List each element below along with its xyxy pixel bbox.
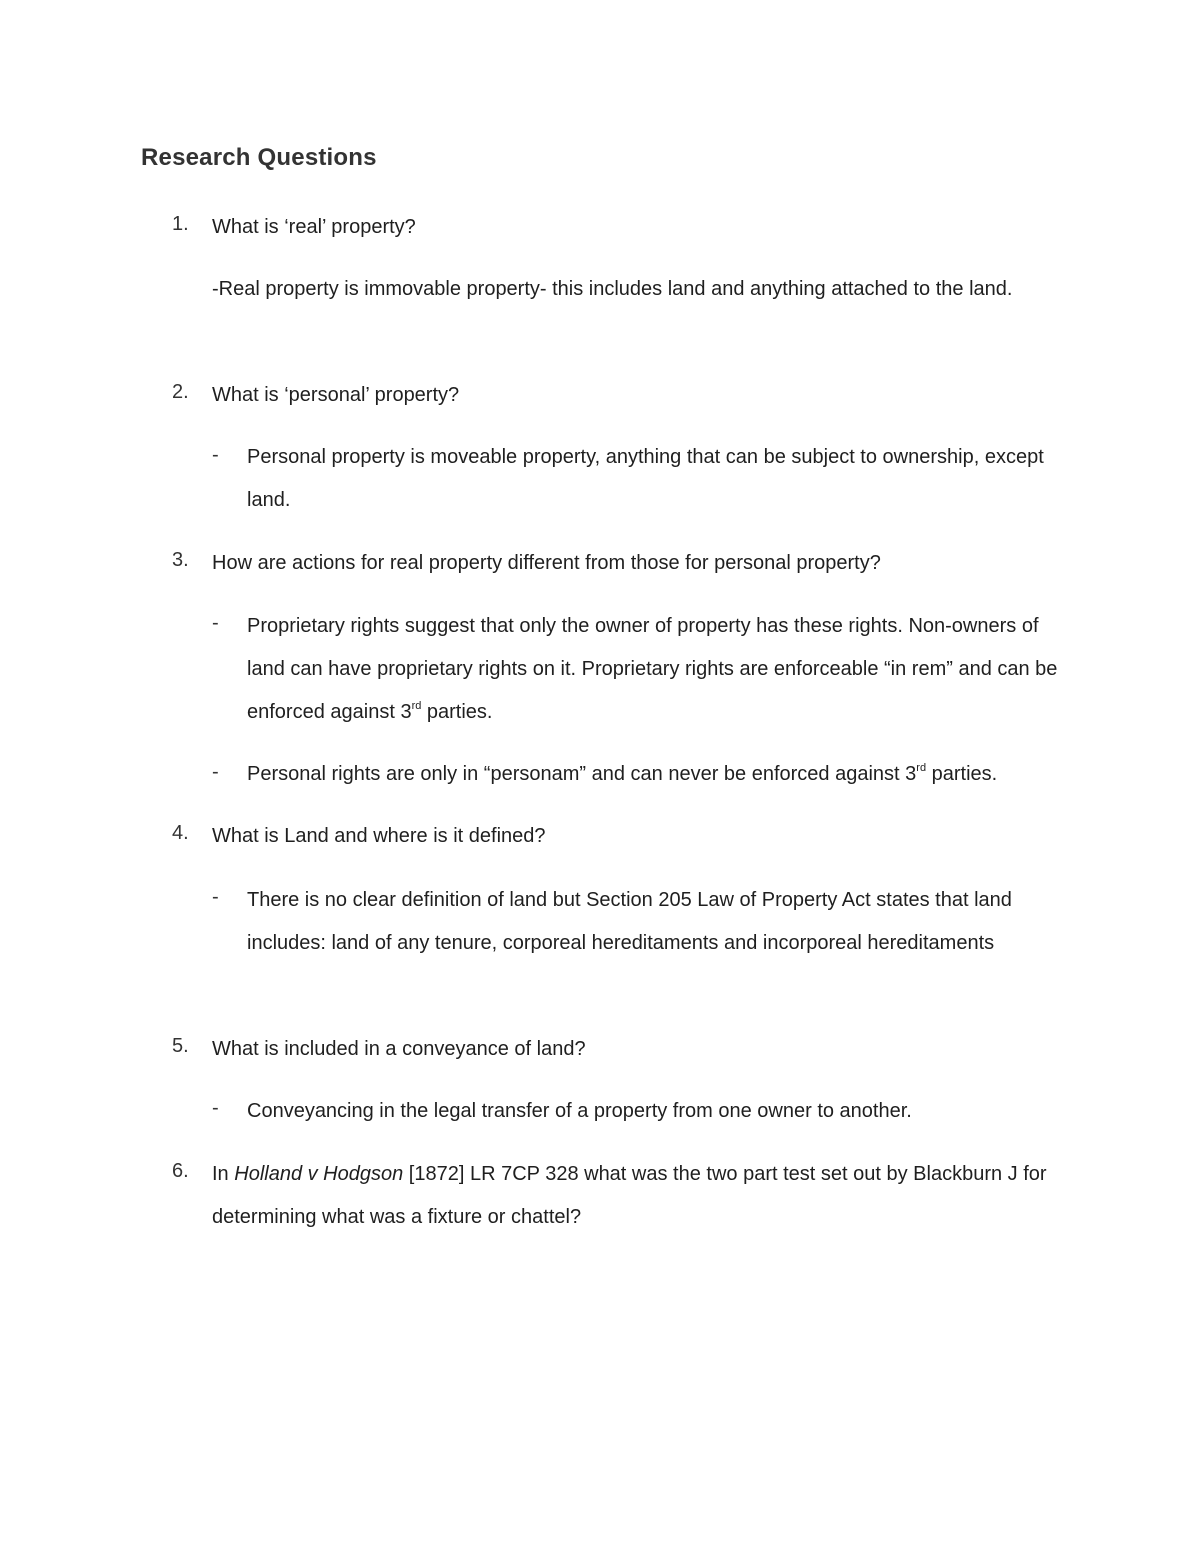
question-text: How are actions for real property different from those for personal property?: [212, 552, 881, 574]
question-number: 4.: [172, 822, 189, 844]
answer-text-main: Proprietary rights suggest that only the owner of property has these rights. Non-owners of land can have proprietary rights on it. Proprietary rights are enforceable “in rem” and can be enforced against 3: [247, 615, 1058, 723]
answer-text-main: Personal rights are only in “personam” and can never be enforced against 3: [247, 763, 917, 785]
question-text: What is Land and where is it defined?: [212, 825, 546, 847]
answer-dash: -: [212, 886, 219, 908]
answer-text: Personal property is moveable property, anything that can be subject to ownership, except land.: [247, 446, 1044, 511]
case-name: Holland v Hodgson: [234, 1163, 404, 1185]
answer-text: -Real property is immovable property- this includes land and anything attached to the land.: [212, 278, 1013, 300]
question-text: [212, 1153, 1072, 1239]
answer-text: [247, 753, 1087, 796]
question-number: 1.: [172, 213, 189, 235]
answer-dash: -: [212, 761, 219, 783]
question-number: 5.: [172, 1035, 189, 1057]
page-title: Research Questions: [141, 144, 377, 171]
answer-text: There is no clear definition of land but Section 205 Law of Property Act states that land includes: land of any tenure, corporeal hereditaments and incorporeal hereditaments: [247, 889, 1012, 954]
ordinal-suffix: rd: [411, 700, 422, 712]
answer-text-end: parties.: [421, 701, 493, 723]
answer-text-end: parties.: [926, 763, 998, 785]
question-number: 3.: [172, 549, 189, 571]
answer-dash: -: [212, 444, 219, 466]
answer-text: Conveyancing in the legal transfer of a property from one owner to another.: [247, 1100, 912, 1122]
question-text: What is included in a conveyance of land?: [212, 1038, 586, 1060]
answer-text: [247, 605, 1067, 734]
answer-dash: -: [212, 1097, 219, 1119]
ordinal-suffix: rd: [916, 762, 927, 774]
question-text-end: [1872] LR 7CP 328 what was the two part test set out by Blackburn J for determining what was a fixture or chattel?: [212, 1163, 1047, 1228]
question-number: 6.: [172, 1160, 189, 1182]
question-text: What is ‘personal’ property?: [212, 384, 460, 406]
question-number: 2.: [172, 381, 189, 403]
question-text: What is ‘real’ property?: [212, 216, 416, 238]
question-text-start: In: [212, 1163, 235, 1185]
answer-dash: -: [212, 612, 219, 634]
